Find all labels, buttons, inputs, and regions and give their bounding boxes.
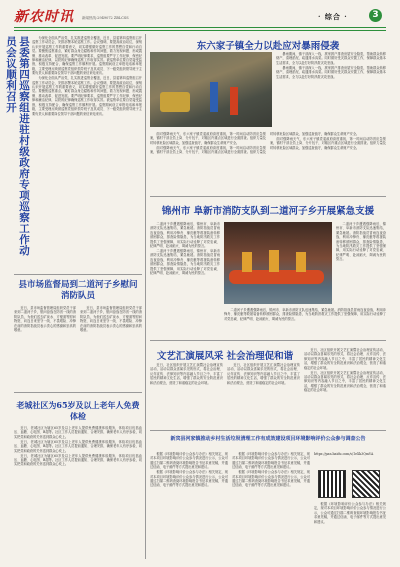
left-bottom-body: 近日，县市场监督管理局组织党员干部来到二道河子乡，慰问奋战在防汛一线的消防队员，为他们送去矿泉水、方便面等慰问物资，向连日来坚守一线、不畏艰险、冲锋在前的消防指战员表示衷心的感谢和崇高的敬意。 近日，县市场监督管理局组织党员干部来到二道河子乡，慰问奋战在防汛一线的消防队员，为他们送去矿泉水、方便面等慰问物资，向连日来坚守一线、不畏艰险、冲锋在前的消防指战员表示衷心的感谢和崇高的敬意。 xyxy=(14,306,142,333)
firefighter-figure xyxy=(296,252,306,272)
feature-top-headline: 东六家子镇全力以赴应对暴雨侵袭 xyxy=(196,41,340,52)
divider xyxy=(14,392,142,393)
divider xyxy=(150,196,386,197)
divider xyxy=(150,340,386,341)
feature-top-body: 面对强降雨天气，东六家子镇党委政府高度重视，第一时间启动防汛应急预案，镇村干部全员上岗、分片包干，对辖区内重点区域进行全面排查。组织力量及时转移危险区域群众，加强巡查值守，确保群众生命财产安全。 面对强降雨天气，东六家子镇党委政府高度重视，第一时间启动防汛应急预案，镇村干部全员上岗、分片包干，对辖区内重点区域进行全面排查。组织力量及时转移危险区域群众，加强巡查值守，确保群众生命财产安全。 面对强降雨天气，东六家子镇党委政府高度重视，第一时间启动防汛应急预案，镇村干部全员上岗、分片包干，对辖区内重点区域进行全面排查。组织力量及时转移危险区域群众，加强巡查值守，确保群众生命财产安全。 xyxy=(150,132,386,155)
masthead-rule xyxy=(14,27,386,28)
worker-figure xyxy=(230,87,238,115)
left-top-body: 为深化全面从严治党，扎实推进巡察全覆盖，近日，县委第四巡察组召开巡察工作动员会，安排部署本轮巡察工作。会议强调，要提高政治站位，深刻认识开展巡察工作的重要意义，切实增强做好巡察工作的思想自觉和行动自觉。要聚焦巡察重点，紧盯群众身边腐败和作风问题，着力发现问题、形成震慑、推动改革、促进发展。要严明纪律要求，巡察组要严守工作纪律、保密纪律和廉洁纪律，以铁的纪律确保巡察工作取得实效。被巡察单位要自觉接受监督，积极支持配合，确保巡察工作顺利开展。巡察期间设立举报电话和举报箱，主要受理反映被巡察党组织领导班子及其成员、下一级党组织领导班子主要负责人和重要岗位领导干部问题的来信来电来访。 为深化全面从严治党，扎实推进巡察全覆盖，近日，县委第四巡察组召开巡察工作动员会，安排部署本轮巡察工作。会议强调，要提高政治站位，深刻认识开展巡察工作的重要意义，切实增强做好巡察工作的思想自觉和行动自觉。要聚焦巡察重点，紧盯群众身边腐败和作风问题，着力发现问题、形成震慑、推动改革、促进发展。要严明纪律要求，巡察组要严守工作纪律、保密纪律和廉洁纪律，以铁的纪律确保巡察工作取得实效。被巡察单位要自觉接受监督，积极支持配合，确保巡察工作顺利开展。巡察期间设立举报电话和举报箱，主要受理反映被巡察党组织领导班子及其成员、下一级党组织领导班子主要负责人和重要岗位领导干部问题的来信来电来访。 xyxy=(32,36,142,116)
flood-rescue-photo xyxy=(150,52,272,127)
masthead-rule-thin xyxy=(14,30,386,31)
page-number: 3 xyxy=(369,9,382,22)
left-top-headline: 县委第四巡察组进驻村级政府专项巡察工作动员会议顺利召开 xyxy=(5,36,30,256)
feature-mid-body-right: 二道河子乡遭遇强降雨后，锦州市、阜新市消防支队迅速集结，紧急驰援。消防指战员冒雨连夜奋战，利用冲锋舟、橡皮艇等救援装备转移被困群众，排查险情隐患，为当地防汛救灾工作提供了坚强保障，用实际行动诠释了对党忠诚、纪律严明、赴汤蹈火、竭诚为民的誓言。 xyxy=(336,222,386,262)
firefighter-figure xyxy=(242,252,252,272)
left-bottom2-body: 近日，老城社区为辖区65岁及以上老年人提供免费健康体检服务，体检项目包括血压、血糖、心电图、B超等。社区工作人员提前通知、合理安排，确保老年人有序参检，切实把党和政府的关怀送到群众心坎上。 近日，老城社区为辖区65岁及以上老年人提供免费健康体检服务，体检项目包括血压、血糖、心电图、B超等。社区工作人员提前通知、合理安排，确保老年人有序参检，切实把党和政府的关怀送到群众心坎上。 近日，老城社区为辖区65岁及以上老年人提供免费健康体检服务，体检项目包括血压、血糖、心电图、B超等。社区工作人员提前通知、合理安排，确保老年人有序参检，切实把党和政府的关怀送到群众心坎上。 xyxy=(14,426,142,467)
feature-mid-body: 二道河子乡遭遇强降雨后，锦州市、阜新市消防支队迅速集结，紧急驰援。消防指战员冒雨连夜奋战，利用冲锋舟、橡皮艇等救援装备转移被困群众，排查险情隐患，为当地防汛救灾工作提供了坚强保障，用实际行动诠释了对党忠诚、纪律严明、赴汤蹈火、竭诚为民的誓言。 二道河子乡遭遇强降雨后，锦州市、阜新市消防支队迅速集结，紧急驰援。消防指战员冒雨连夜奋战，利用冲锋舟、橡皮艇等救援装备转移被困群众，排查险情隐患，为当地防汛救灾工作提供了坚强保障，用实际行动诠释了对党忠诚、纪律严明、赴汤蹈火、竭诚为民的誓言。 xyxy=(150,222,220,276)
feature-mid-body-bottom: 二道河子乡遭遇强降雨后，锦州市、阜新市消防支队迅速集结，紧急驰援。消防指战员冒雨连夜奋战，利用冲锋舟、橡皮艇等救援装备转移被困群众，排查险情隐患，为当地防汛救灾工作提供了坚强保障，用实际行动诠释了对党忠诚、纪律严明、赴汤蹈火、竭诚为民的誓言。 xyxy=(224,308,386,321)
firefighter-figure xyxy=(269,250,279,272)
masthead-meta: 新闻热线:2949072 ZBLCSS xyxy=(82,16,129,20)
feature-bottom-body: 近日，社区组织开展文艺汇演暨社会治理宣传活动，活动以群众喜闻乐见的形式，将社会治理、反诈宣传、法律知识等内容融入节目之中，丰富了居民的精神文化生活，增强了群众的安全防范意识和法治观念，营造了和谐稳定的社会环境。 近日，社区组织开展文艺汇演暨社会治理宣传活动，活动以群众喜闻乐见的形式，将社会治理、反诈宣传、法律知识等内容融入节目之中，丰富了居民的精神文化生活，增强了群众的安全防范意识和法治观念，营造了和谐稳定的社会环境。 xyxy=(150,363,300,385)
firefighter-boat-photo xyxy=(224,222,332,304)
worker-figure xyxy=(210,82,218,112)
column-rule xyxy=(145,34,146,559)
section-title: · 综合 · xyxy=(318,12,348,21)
rescue-boat-shape xyxy=(229,270,324,284)
divider xyxy=(14,274,142,275)
left-bottom-headline: 县市场监督局到二道河子乡慰问消防队员 xyxy=(18,280,138,301)
feature-bottom-headline: 文艺汇演展风采 社会治理促和谐 xyxy=(156,351,294,362)
qr-code-icon[interactable] xyxy=(318,470,346,498)
notice-link[interactable]: https://pan.baidu.com/s/1eXk3QmVA xyxy=(314,452,374,456)
notice-headline: 新宾县河家镇推动乡村生活垃圾清理工作有成效建设项目环境影响评价公众参与调查公告 xyxy=(170,436,366,442)
feature-bottom-body-right: 近日，社区组织开展文艺汇演暨社会治理宣传活动，活动以群众喜闻乐见的形式，将社会治理、反诈宣传、法律知识等内容融入节目之中，丰富了居民的精神文化生活，增强了群众的安全防范意识和法治观念，营造了和谐稳定的社会环境。 近日，社区组织开展文艺汇演暨社会治理宣传活动，活动以群众喜闻乐见的形式，将社会治理、反诈宣传、法律知识等内容融入节目之中，丰富了居民的精神文化生活，增强了群众的安全防范意识和法治观念，营造了和谐稳定的社会环境。 xyxy=(304,348,386,393)
qr-code-icon[interactable] xyxy=(352,470,380,498)
feature-top-body-right: 暴雨期间，镇干部深入一线，挨家挨户排查房屋安全隐患，帮助群众转移财产，清理淤泥，疏通排水沟渠。同时做好受灾群众安置工作，保障群众基本生活需求，全力以赴打好防汛救灾攻坚战。 暴雨期间，镇干部深入一线，挨家挨户排查房屋安全隐患，帮助群众转移财产，清理淤泥，疏通排水沟渠。同时做好受灾群众安置工作，保障群众基本生活需求，全力以赴打好防汛救灾攻坚战。 xyxy=(276,52,386,79)
notice-body-right: 根据《环境影响评价公众参与办法》相关规定，现对本项目环境影响评价公众参与情况进行公示，公众可通过扫描二维码查阅环境影响报告书征求意见稿，并通过信函、电子邮件等方式提出意见和建议。 xyxy=(314,502,386,524)
feature-mid-headline: 锦州市 阜新市消防支队到二道河子乡开展紧急支援 xyxy=(161,206,375,217)
left-bottom2-headline: 老城社区为65岁及以上老年人免费体检 xyxy=(16,400,140,421)
masthead-logo: 新农时讯 xyxy=(14,9,74,25)
divider xyxy=(150,430,386,431)
notice-body: 根据《环境影响评价公众参与办法》相关规定，现对本项目环境影响评价公众参与情况进行公示，公众可通过扫描二维码查阅环境影响报告书征求意见稿，并通过信函、电子邮件等方式提出意见和建议。 根据《环境影响评价公众参与办法》相关规定，现对本项目环境影响评价公众参与情况进行公示，公众可通过扫描二维码查阅环境影响报告书征求意见稿，并通过信函、电子邮件等方式提出意见和建议。 根据《环境影响评价公众参与办法》相关规定，现对本项目环境影响评价公众参与情况进行公示，公众可通过扫描二维码查阅环境影响报告书征求意见稿，并通过信函、电子邮件等方式提出意见和建议。 根据《环境影响评价公众参与办法》相关规定，现对本项目环境影响评价公众参与情况进行公示，公众可通过扫描二维码查阅环境影响报告书征求意见稿，并通过信函、电子邮件等方式提出意见和建议。 xyxy=(150,452,310,488)
excavator-shape xyxy=(160,92,190,112)
